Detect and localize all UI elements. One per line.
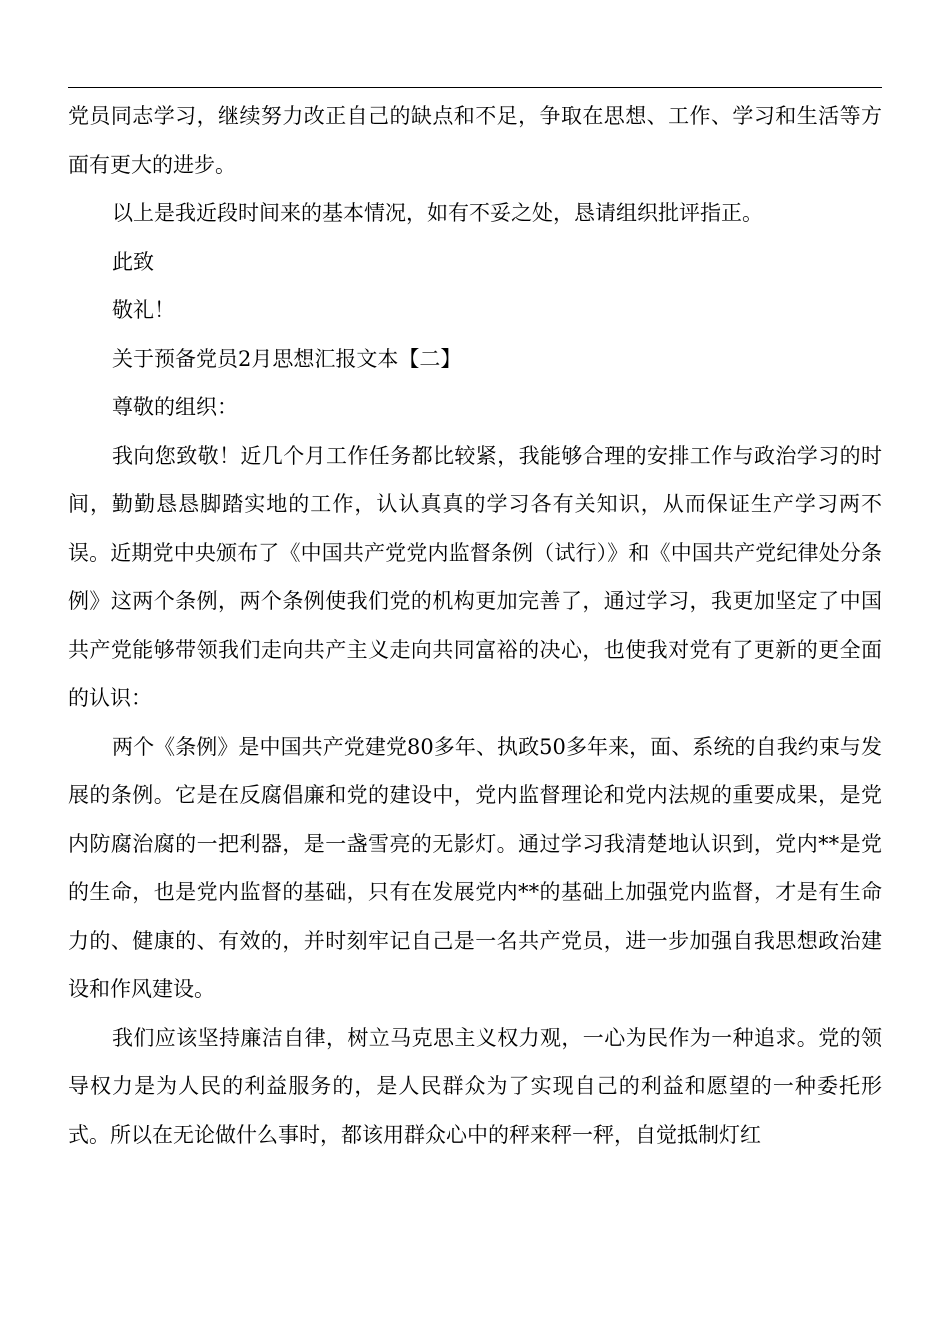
paragraph-body: 我们应该坚持廉洁自律，树立马克思主义权力观，一心为民作为一种追求。党的领导权力是为人民的利益服务的，是人民群众为了实现自己的利益和愿望的一种委托形式。所以在无论做什么事时，都该用群众心中的秤来秤一秤，自觉抵制灯红 — [68, 1025, 882, 1147]
paragraph-body: 两个《条例》是中国共产党建党80多年、执政50多年来，面、系统的自我约束与发展的条例。它是在反腐倡廉和党的建设中，党内监督理论和党内法规的重要成果，是党内防腐治腐的一把利器，是一盏雪亮的无影灯。通过学习我清楚地认识到，党内**是党的生命，也是党内监督的基础，只有在发展党内**的基础上加强党内监督，才是有生命力的、健康的、有效的，并时刻牢记自己是一名共产党员，进一步加强自我思想政治建设和作风建设。 — [68, 734, 882, 1001]
document-body — [68, 92, 882, 1159]
paragraph-conclusion: 以上是我近段时间来的基本情况，如有不妥之处，恳请组织批评指正。 — [112, 201, 763, 225]
greeting: 尊敬的组织： — [112, 395, 238, 419]
header-rule — [68, 87, 882, 88]
paragraph-continued: 党员同志学习，继续努力改正自己的缺点和不足，争取在思想、工作、学习和生活等方面有更大的进步。 — [68, 104, 882, 177]
closing-salutation: 此致 — [112, 249, 154, 274]
section-title: 关于预备党员2月思想汇报文本【二】 — [112, 346, 462, 371]
closing-regards: 敬礼！ — [112, 298, 175, 322]
paragraph-body: 我向您致敬！近几个月工作任务都比较紧，我能够合理的安排工作与政治学习的时间，勤勤恳恳脚踏实地的工作，认认真真的学习各有关知识，从而保证生产学习两不误。近期党中央颁布了《中国共产党党内监督条例（试行）》和《中国共产党纪律处分条例》这两个条例，两个条例使我们党的机构更加完善了，通过学习，我更加坚定了中国共产党能够带领我们走向共产主义走向共同富裕的决心，也使我对党有了更新的更全面的认识： — [68, 443, 882, 710]
